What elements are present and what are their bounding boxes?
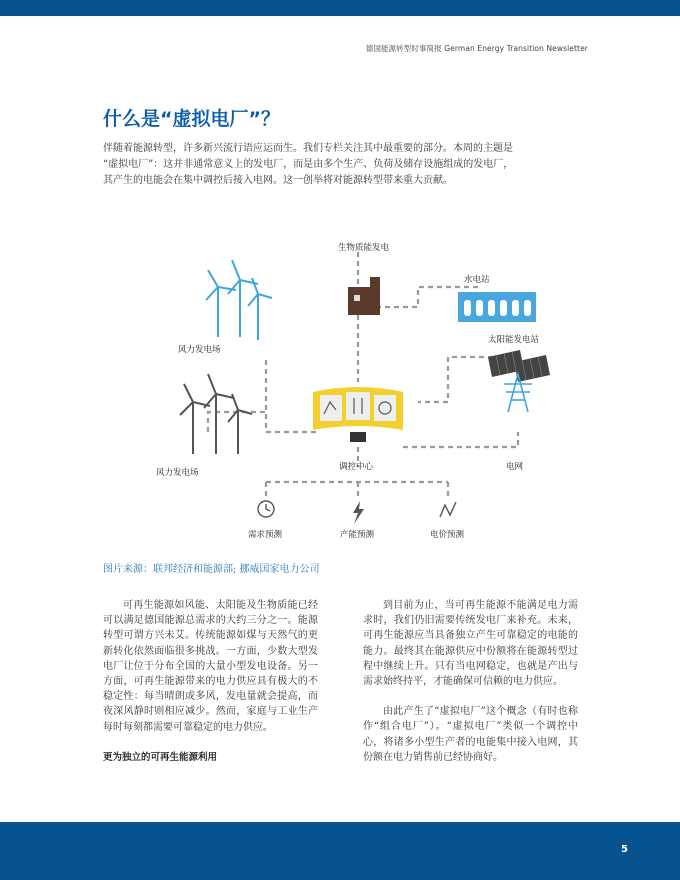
wind-farm-dark-icon [180, 374, 252, 454]
clock-icon [258, 501, 274, 517]
intro-line: “虚拟电厂”：这并非通常意义上的发电厂，而是由多个生产、负荷及储存设施组成的发电厂， [103, 159, 514, 170]
hydro-plant-icon [458, 292, 536, 322]
virtual-power-plant-diagram [148, 232, 568, 547]
top-color-bar [0, 0, 680, 16]
figure-caption: 图片来源：联邦经济和能源部; 挪威国家电力公司 [103, 564, 320, 575]
control-center-label: 调控中心 [339, 462, 374, 472]
production-forecast-label: 产能预测 [340, 530, 375, 540]
bottom-color-bar [0, 822, 680, 880]
intro-line: 其产生的电能会在集中调控后接入电网。这一创举将对能源转型带来重大贡献。 [103, 175, 453, 186]
biomass-label: 生物质能发电 [338, 243, 390, 253]
body-paragraph: 可再生能源如风能、太阳能及生物质能已经可以满足德国能源总需求的大约三分之一。能源转型可谓方兴未艾。传统能源如煤与天然气的更新转化依然面临很多挑战。一方面，少数大型发电厂让位于分布全国的大量小型发电设备。另一方面，可再生能源带来的电力供应具有极大的不稳定性：每当晴朗或多风，发电量就会提高，而夜深风静时则相应减少。然而，家庭与工业生产每时每刻都需要可靠稳定的电力供应。 [103, 600, 319, 733]
hydro-label: 水电站 [464, 275, 490, 285]
lightning-icon [353, 501, 364, 524]
page-number: 5 [621, 844, 628, 855]
body-column-left [103, 598, 318, 765]
price-trend-icon [440, 502, 456, 517]
intro-paragraph [103, 141, 581, 189]
solar-label: 太阳能发电站 [488, 335, 540, 345]
wind-farm-blue-icon [206, 260, 272, 340]
demand-forecast-label: 需求预测 [248, 530, 283, 540]
body-paragraph: 由此产生了“虚拟电厂”这个概念（有时也称作“组合电厂”）。“虚拟电厂”类似一个调控中心，将诸多小型生产者的电能集中接入电网，其份额在电力销售前已经协商好。 [363, 706, 579, 763]
article-title: 什么是“虚拟电厂”？ [103, 108, 280, 130]
wind-farm-top-label: 风力发电场 [178, 345, 221, 355]
running-header: 德国能源转型时事简报 German Energy Transition Newsletter [365, 44, 588, 53]
body-paragraph: 到目前为止，当可再生能源不能满足电力需求时，我们仍旧需要传统发电厂来补充。未来，可再生能源应当具备独立产生可靠稳定的电能的能力。最终其在能源供应中份额将在能源转型过程中继续上升。只有当电网稳定，也就是产出与需求始终持平，才能确保可信赖的电力供应。 [363, 600, 579, 688]
control-center-icon [313, 387, 403, 442]
body-column-right [363, 598, 578, 765]
intro-line: 伴随着能源转型，许多新兴流行语应运而生。我们专栏关注其中最重要的部分。本周的主题是 [103, 143, 513, 154]
wind-farm-bottom-label: 风力发电场 [156, 468, 199, 478]
section-subheading: 更为独立的可再生能源利用 [103, 751, 218, 763]
biomass-plant-icon [348, 277, 380, 315]
price-forecast-label: 电价预测 [430, 530, 465, 540]
grid-label: 电网 [506, 462, 524, 472]
